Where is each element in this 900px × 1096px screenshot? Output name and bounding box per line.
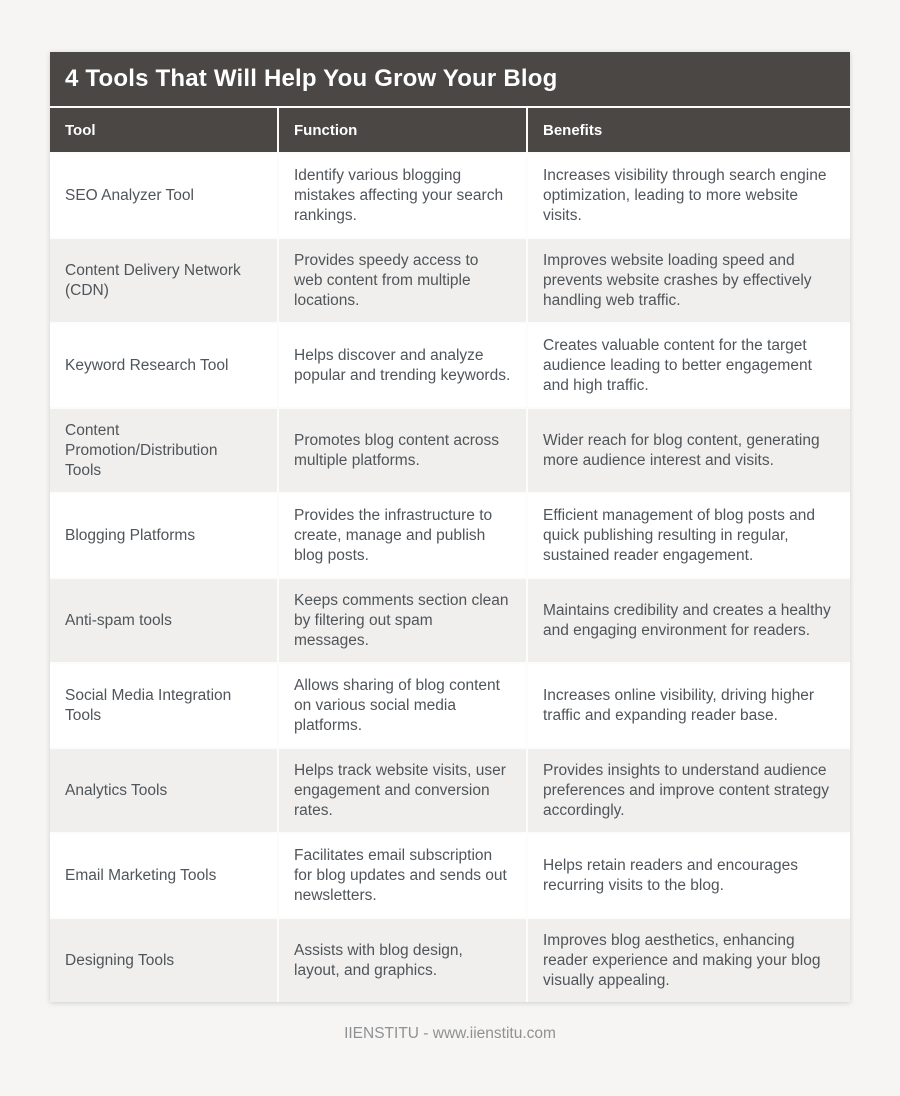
tool-cell: Anti-spam tools [50,579,277,662]
function-cell: Provides the infrastructure to create, manage and publish blog posts. [279,494,526,577]
footer-credit: IIENSTITU - www.iienstitu.com [344,1025,556,1042]
tool-cell: Designing Tools [50,919,277,1002]
benefits-cell: Increases visibility through search engine optimization, leading to more website visits. [528,154,850,237]
tool-cell: Content Promotion/Distribution Tools [50,409,277,492]
function-cell: Allows sharing of blog content on various social media platforms. [279,664,526,747]
function-cell: Assists with blog design, layout, and graphics. [279,919,526,1002]
tool-cell: Email Marketing Tools [50,834,277,917]
benefits-cell: Maintains credibility and creates a healthy and engaging environment for readers. [528,579,850,662]
function-cell: Helps track website visits, user engagement and conversion rates. [279,749,526,832]
column-header-tool: Tool [50,108,277,152]
tool-cell: Keyword Research Tool [50,324,277,407]
column-header-benefits: Benefits [528,108,850,152]
title-bar [50,52,850,106]
benefits-cell: Provides insights to understand audience preferences and improve content strategy accordingly. [528,749,850,832]
page-title: 4 Tools That Will Help You Grow Your Blog [65,65,558,92]
benefits-cell: Creates valuable content for the target audience leading to better engagement and high traffic. [528,324,850,407]
tool-cell: Social Media Integration Tools [50,664,277,747]
function-cell: Keeps comments section clean by filtering out spam messages. [279,579,526,662]
blog-tools-infographic-card [50,52,850,1002]
function-cell: Helps discover and analyze popular and trending keywords. [279,324,526,407]
tools-table [50,108,850,1002]
benefits-cell: Efficient management of blog posts and quick publishing resulting in regular, sustained reader engagement. [528,494,850,577]
column-header-function: Function [279,108,526,152]
benefits-cell: Helps retain readers and encourages recurring visits to the blog. [528,834,850,917]
benefits-cell: Increases online visibility, driving higher traffic and expanding reader base. [528,664,850,747]
tool-cell: Blogging Platforms [50,494,277,577]
function-cell: Facilitates email subscription for blog updates and sends out newsletters. [279,834,526,917]
benefits-cell: Wider reach for blog content, generating more audience interest and visits. [528,409,850,492]
benefits-cell: Improves website loading speed and prevents website crashes by effectively handling web traffic. [528,239,850,322]
function-cell: Identify various blogging mistakes affecting your search rankings. [279,154,526,237]
tool-cell: SEO Analyzer Tool [50,154,277,237]
benefits-cell: Improves blog aesthetics, enhancing reader experience and making your blog visually appealing. [528,919,850,1002]
function-cell: Promotes blog content across multiple platforms. [279,409,526,492]
tool-cell: Analytics Tools [50,749,277,832]
tool-cell: Content Delivery Network (CDN) [50,239,277,322]
function-cell: Provides speedy access to web content from multiple locations. [279,239,526,322]
